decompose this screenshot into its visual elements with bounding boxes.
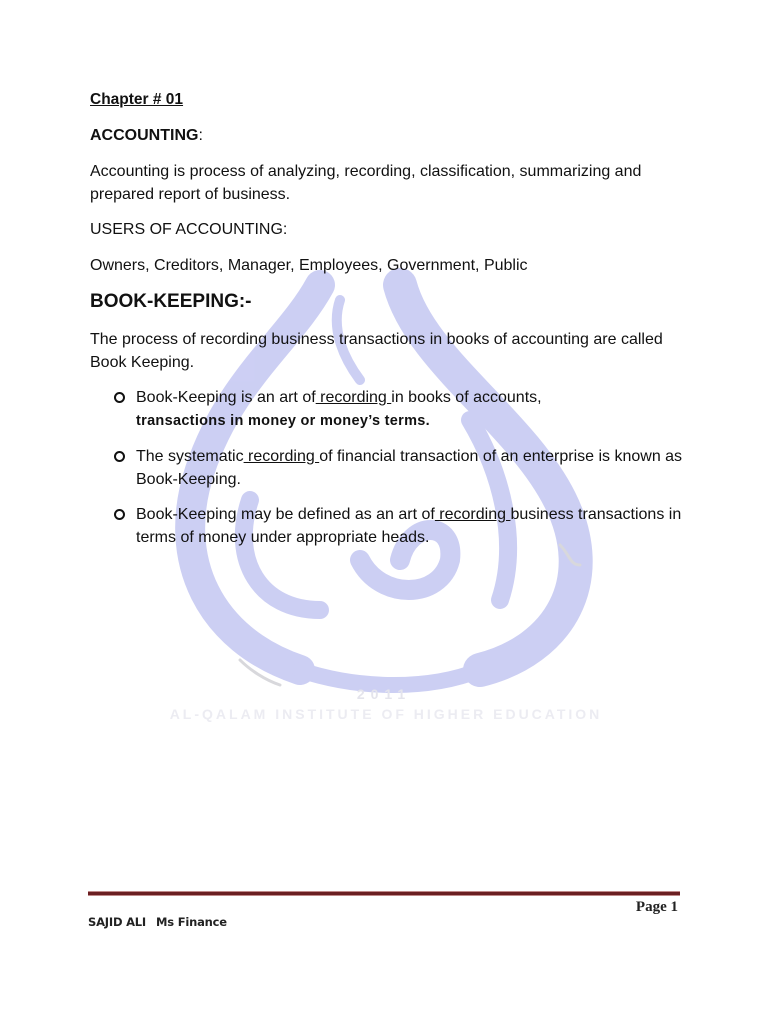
bullet-circle-icon xyxy=(114,392,125,403)
bullet-bold-text: transactions in money or money’s terms. xyxy=(136,413,430,429)
list-item xyxy=(114,503,690,549)
bullet-text: in books of accounts, xyxy=(391,389,542,406)
bullet-circle-icon xyxy=(114,451,125,462)
bullet-text: of financial transaction of an enterprise is known as Book-Keeping. xyxy=(136,448,683,488)
document-body xyxy=(90,86,690,561)
bookkeeping-definition: The process of recording business transactions in books of accounting are called Book Keeping. xyxy=(90,331,663,371)
author-name: SAJID ALI xyxy=(88,915,146,929)
users-heading: USERS OF ACCOUNTING: xyxy=(90,221,288,238)
bullet-text: The systematic xyxy=(136,448,244,465)
list-item xyxy=(114,445,690,491)
bullet-text: Book-Keeping may be defined as an art of xyxy=(136,506,435,523)
bullet-circle-icon xyxy=(114,509,125,520)
chapter-title: Chapter # 01 xyxy=(90,91,184,108)
list-item xyxy=(114,386,690,433)
footer-rule xyxy=(88,891,680,896)
watermark-institute: AL-QALAM INSTITUTE OF HIGHER EDUCATION xyxy=(169,706,603,722)
bullet-text: Book-Keeping is an art of xyxy=(136,389,316,406)
underlined-word: recording xyxy=(243,448,320,465)
accounting-heading-colon: : xyxy=(198,127,203,144)
accounting-definition: Accounting is process of analyzing, recording, classification, summarizing and prepared report of business. xyxy=(90,163,642,203)
underlined-word: recording xyxy=(434,506,511,523)
bookkeeping-heading: BOOK-KEEPING:- xyxy=(90,291,252,312)
bullet-text: business transactions in terms of money under appropriate heads. xyxy=(136,506,682,546)
footer-author xyxy=(88,915,227,929)
users-list: Owners, Creditors, Manager, Employees, Government, Public xyxy=(90,257,528,274)
underlined-word: recording xyxy=(315,389,392,406)
bookkeeping-bullets xyxy=(114,386,690,549)
accounting-heading-text: ACCOUNTING xyxy=(90,127,199,144)
watermark-year: 2011 xyxy=(356,686,412,702)
author-program: Ms Finance xyxy=(156,915,227,929)
accounting-heading xyxy=(90,126,690,146)
page-number: Page 1 xyxy=(635,899,678,915)
